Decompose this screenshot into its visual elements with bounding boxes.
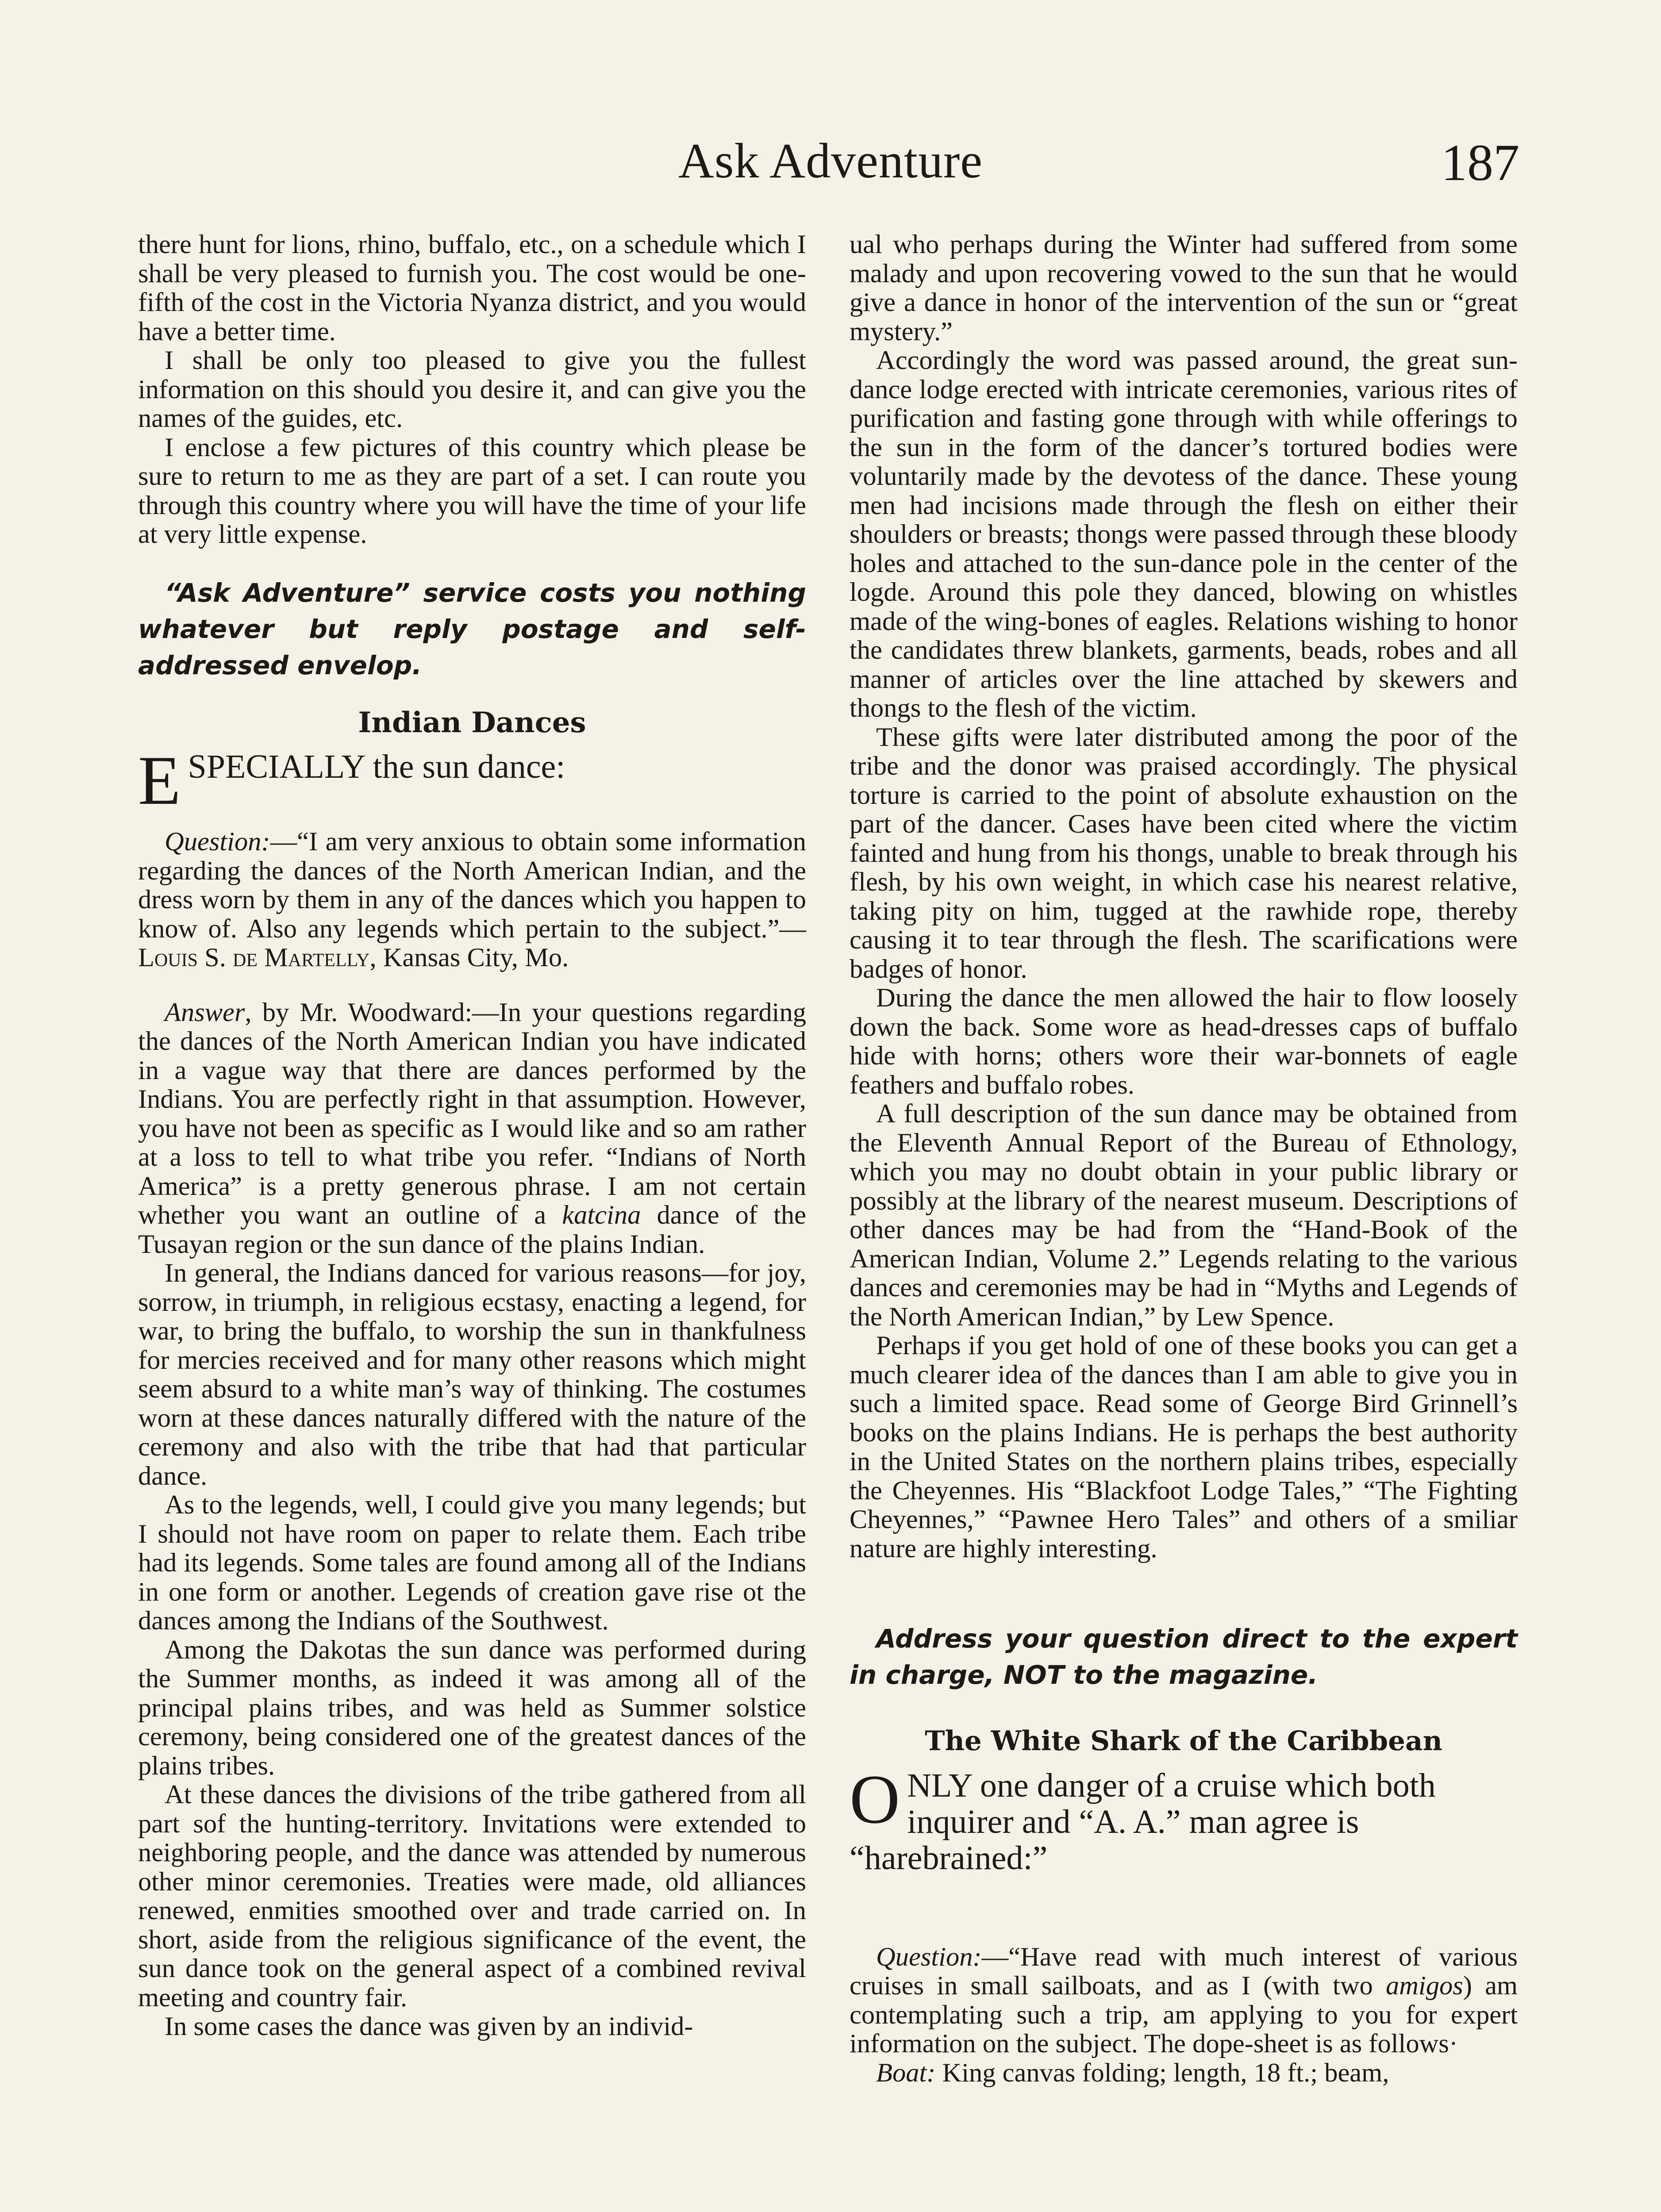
dropcap-caps: NLY xyxy=(907,1767,972,1804)
answer-paragraph xyxy=(138,998,806,1259)
question-place: , Kansas City, Mo. xyxy=(369,943,569,972)
paragraph: A full description of the sun dance may be obtained from the Eleventh Annual Report of the Bureau of Ethnology, which you may no doubt obtain in your public library or possibly at the library of the nearest museum. Descriptions of other dances may be had from the “Hand-Book of the American Indian, Volume 2.” Legends relating to the various dances and ceremonies may be had in “Myths and Legends of the North American Indian,” by Lew Spence. xyxy=(850,1099,1518,1332)
drop-cap-letter: E xyxy=(138,742,181,819)
question-label: Question: xyxy=(165,827,270,856)
question-author: Louis S. de Martelly xyxy=(138,943,370,972)
answer-text-end: dance of the Tusayan region or the sun dance of the plains Indian. xyxy=(138,1200,806,1259)
page-number: 187 xyxy=(1441,134,1519,192)
paragraph: Perhaps if you get hold of one of these books you can get a much clearer idea of the dances than I am able to give you in such a limited space. Read some of George Bird Grinnell’s books on the plains Indians. He is perhaps the best authority in the United States on the northern plains tribes, especially the Cheyennes. His “Blackfoot Lodge Tales,” “The Fighting Cheyennes,” “Pawnee Hero Tales” and others of a smiliar nature are highly interesting. xyxy=(850,1331,1518,1563)
left-column xyxy=(138,230,806,2041)
service-notice: “Ask Adventure” service costs you nothing whatever but reply postage and self-addressed envelop. xyxy=(138,577,806,680)
paragraph: These gifts were later distributed among the poor of the tribe and the donor was praised accordingly. The physical torture is carried to the point of absolute exhaustion on the part of the dancer. Cases have been cited where the victim fainted and hung from his thongs, unable to break through his flesh, by his own weight, in which case his nearest relative, taking pity on him, tugged at the rawhide rope, thereby causing it to tear through the flesh. The scarifications were badges of honor. xyxy=(850,722,1518,984)
boat-paragraph xyxy=(850,2058,1518,2088)
question-label: Question: xyxy=(876,1942,982,1972)
paragraph: ual who perhaps during the Winter had suffered from some malady and upon recovering vowed to the sun that he would give a dance in honor of the intervention of the sun or “great mystery.” xyxy=(850,230,1518,346)
answer-text: , by Mr. Woodward:—In your questions regarding the dances of the North American Indian you have indicated in a vague way that there are dances performed by the Indians. You are perfectly right in that assumption. However, you have not been as specific as I would like and so am rather at a loss to tell to what tribe you refer. “Indians of North America” is a pretty generous phrase. I am not certain whether you want an outline of a xyxy=(138,997,806,1230)
dropcap-paragraph xyxy=(850,1760,1518,1877)
answer-katcina: katcina xyxy=(562,1200,641,1230)
paragraph: In general, the Indians danced for various reasons—for joy, sorrow, in triumph, in religious ecstasy, enacting a legend, for war, to bring the buffalo, to worship the sun in thankfulness for mercies received and for many other reasons which might seem absurd to a white man’s way of thinking. The costumes worn at these dances naturally differed with the nature of the ceremony and also with the tribe that had that particular dance. xyxy=(138,1258,806,1491)
boat-label: Boat: xyxy=(876,2058,936,2088)
paragraph: In some cases the dance was given by an individ- xyxy=(165,2012,693,2041)
question-amigos: amigos xyxy=(1385,1971,1463,2001)
paragraph: Accordingly the word was passed around, the great sun-dance lodge erected with intricate ceremonies, various rites of purification and fasting gone through with while offerings to the sun in the form of the dancer’s tortured bodies were voluntarily made by the devotess of the dance. These young men had incisions made through the flesh on either their shoulders or breasts; thongs were passed through these bloody holes and attached to the sun-dance pole in the center of the logde. Around this pole they danced, blowing on whistles made of the wing-bones of eagles. Relations wishing to honor the candidates threw blankets, garments, beads, robes and all manner of articles over the line attached by skewers and thongs to the flesh of the victim. xyxy=(850,346,1518,723)
question-text: —“Have read with much interest of various cruises in small sailboats, and as I (with two xyxy=(850,1942,1518,2001)
question-paragraph xyxy=(850,1943,1518,2058)
paragraph: there hunt for lions, rhino, buffalo, etc., on a schedule which I shall be very pleased to furnish you. The cost would be one-fifth of the cost in the Victoria Nyanza district, and you would have a better time. xyxy=(138,230,806,346)
address-notice: Address your question direct to the expert in charge, NOT to the magazine. xyxy=(850,1624,1518,1690)
right-column xyxy=(850,230,1518,2087)
dropcap-rest: the sun dance: xyxy=(364,748,565,785)
paragraph: Among the Dakotas the sun dance was performed during the Summer months, as indeed it was among all of the principal plains tribes, and was held as Summer solstice ceremony, being considered one of the greatest dances of the plains tribes. xyxy=(138,1635,806,1781)
dropcap-rest: one danger of a cruise which both inquirer and “A. A.” man agree is “harebrained:” xyxy=(850,1767,1436,1877)
paragraph: At these dances the divisions of the tribe gathered from all part sof the hunting-territory. Invitations were extended to neighboring people, and the dance was attended by numerous other minor ceremonies. Treaties were made, old alliances renewed, enmities smoothed over and trade carried on. In short, aside from the religious significance of the event, the sun dance took on the general aspect of a combined revival meeting and country fair. xyxy=(138,1780,806,2012)
boat-text: King canvas folding; length, 18 ft.; beam, xyxy=(935,2058,1389,2088)
running-title: Ask Adventure xyxy=(678,134,983,188)
section-title-white-shark: The White Shark of the Caribbean xyxy=(925,1725,1442,1757)
dropcap-paragraph xyxy=(138,742,806,819)
section-title-indian-dances: Indian Dances xyxy=(358,706,586,739)
paragraph: I enclose a few pictures of this country which please be sure to return to me as they are part of a set. I can route you through this country where you will have the time of your life at very little expense. xyxy=(138,432,806,549)
paragraph: During the dance the men allowed the hair to flow loosely down the back. Some wore as head-dresses caps of buffalo hide with horns; others wore their war-bonnets of eagle feathers and buffalo robes. xyxy=(850,983,1518,1100)
question-text: —“I am very anxious to obtain some information regarding the dances of the North American Indian, and the dress worn by them in any of the dances which you happen to know of. Also any legends which pertain to the subject.”— xyxy=(138,827,806,944)
question-paragraph xyxy=(138,827,806,972)
answer-label: Answer xyxy=(165,997,245,1027)
paragraph: As to the legends, well, I could give you many legends; but I should not have room on paper to relate them. Each tribe had its legends. Some tales are found among all of the Indians in one form or another. Legends of creation gave rise ot the dances among the Indians of the Southwest. xyxy=(138,1490,806,1636)
paragraph: I shall be only too pleased to give you the fullest information on this should you desire it, and can give you the names of the guides, etc. xyxy=(138,346,806,433)
dropcap-caps: SPECIALLY xyxy=(188,748,365,785)
drop-cap-letter: O xyxy=(850,1760,900,1838)
question-text-end: ) am contemplating such a trip, am applying to you for expert information on the subject. The dope-sheet is as follows· xyxy=(850,1971,1518,2058)
